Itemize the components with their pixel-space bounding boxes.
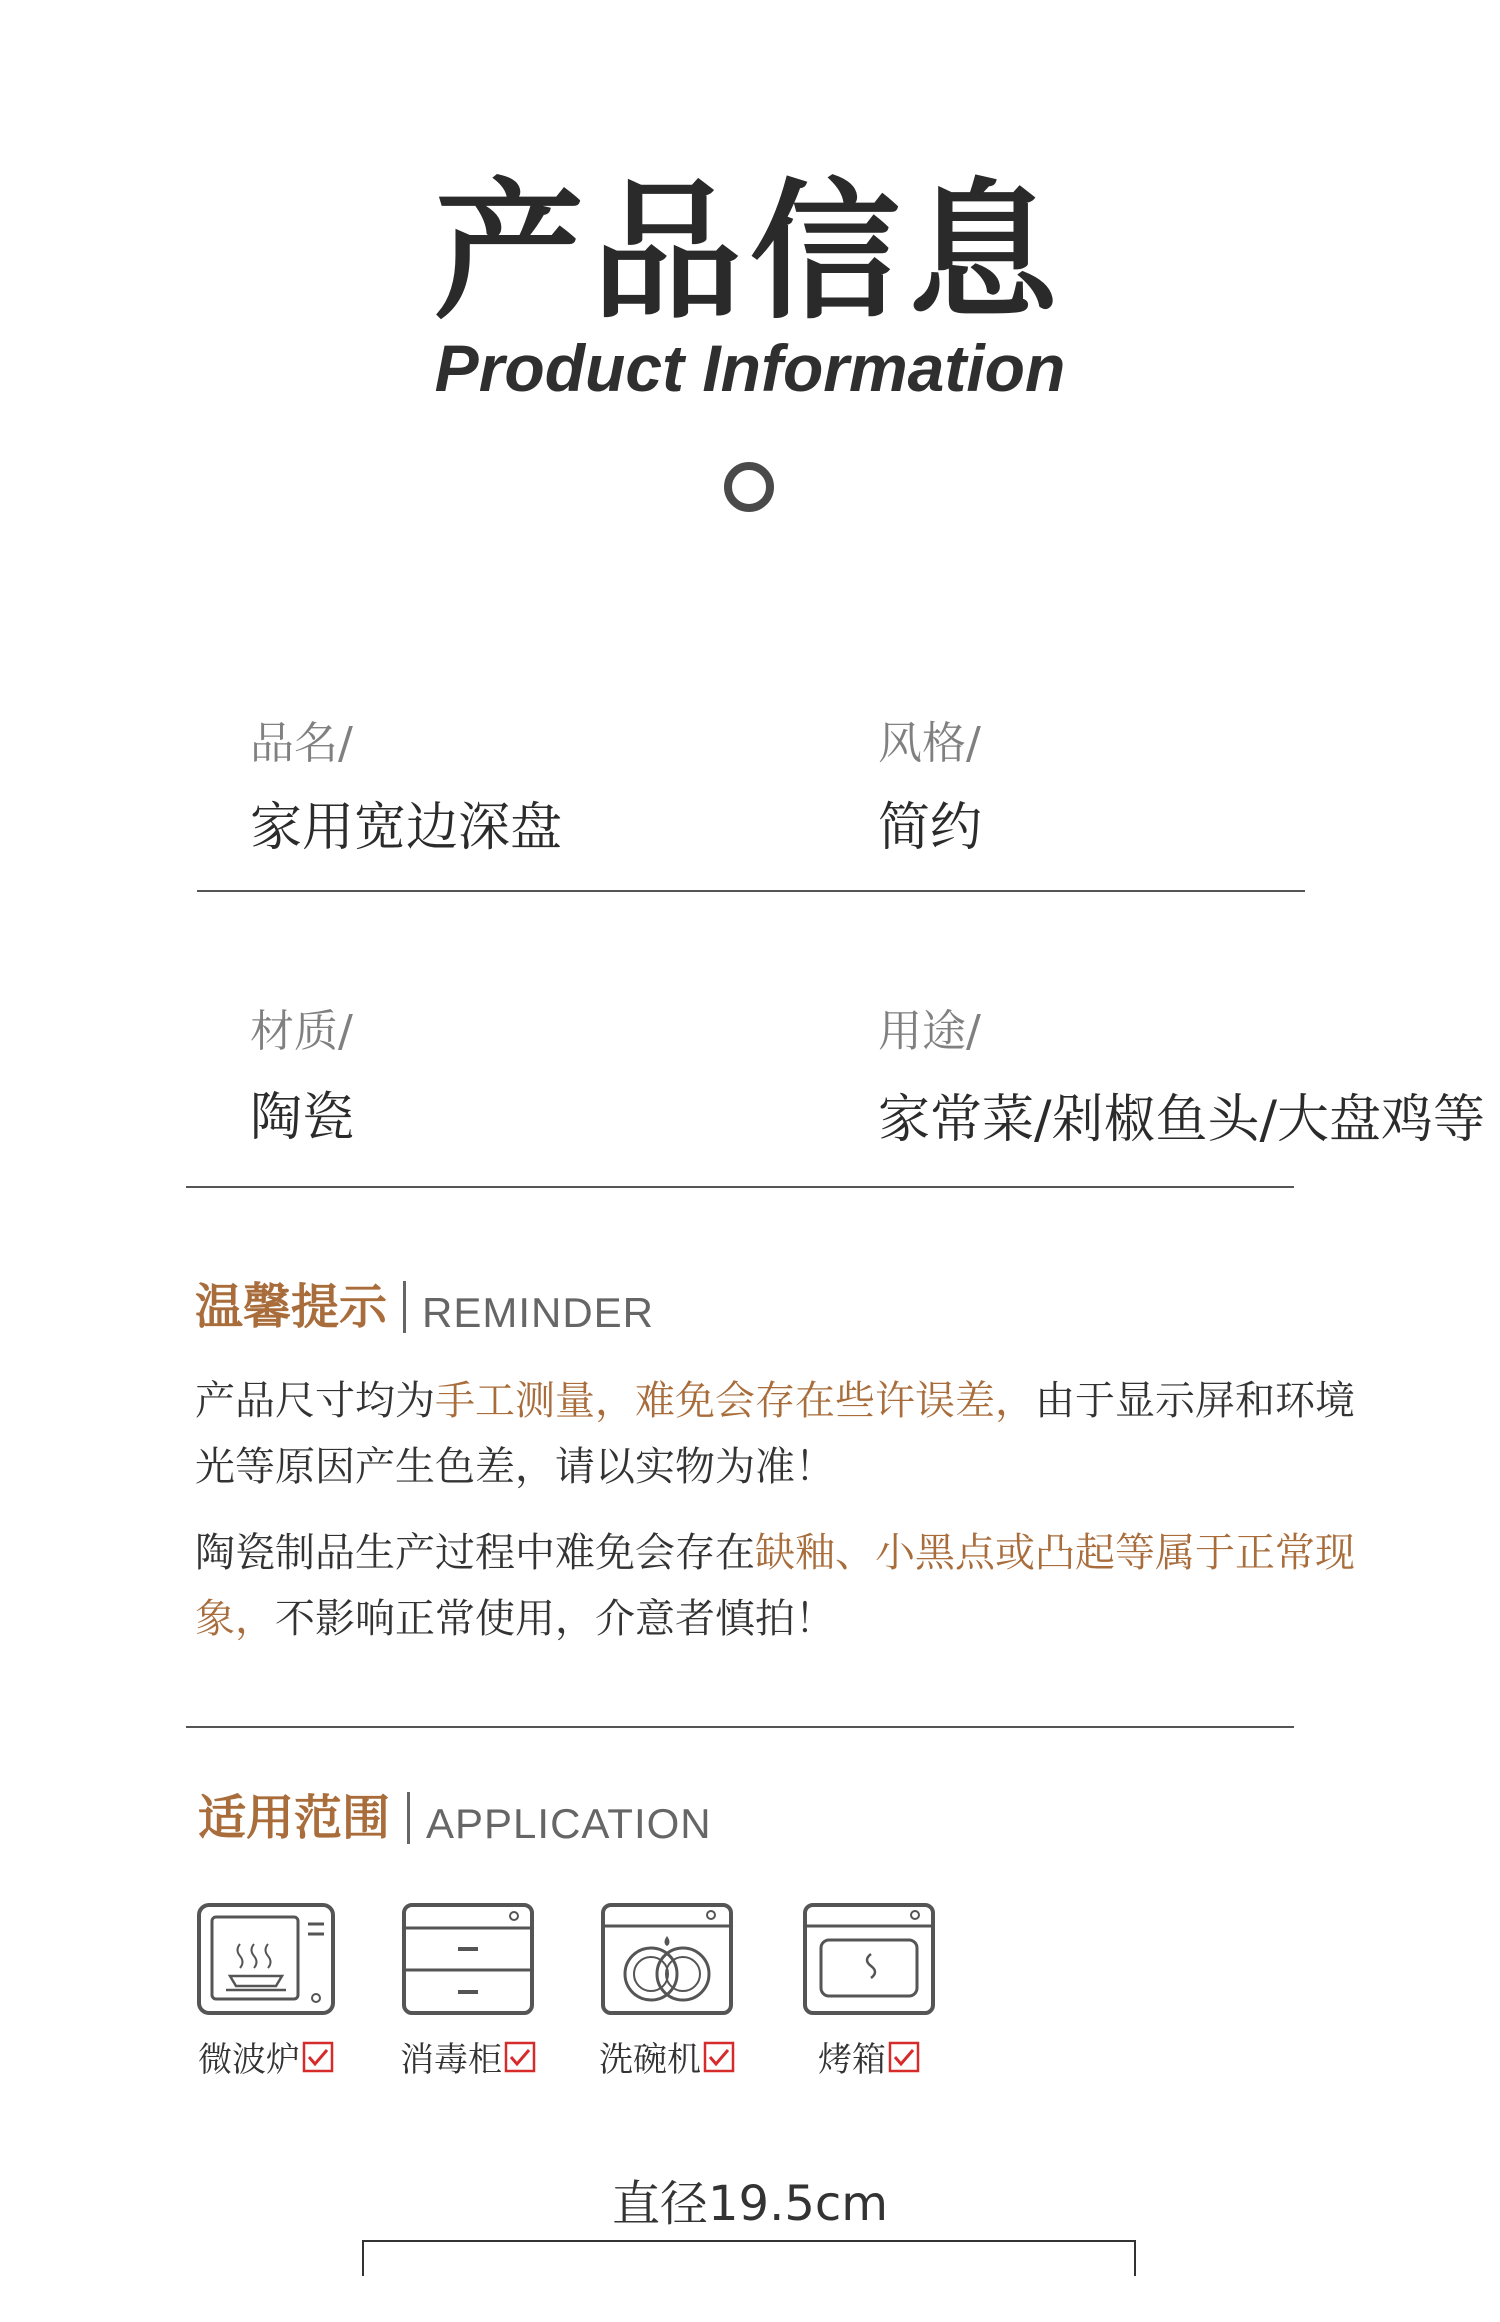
info-value-style: 简约 [878, 798, 983, 858]
disinfection-cabinet-icon [398, 1902, 538, 2020]
dimension-bracket [362, 2240, 1136, 2276]
diameter-label: 直径19.5cm [611, 2176, 889, 2232]
info-value-usage: 家常菜/剁椒鱼头/大盘鸡等 [878, 1090, 1486, 1150]
reminder-title: 温馨提示 [195, 1279, 388, 1335]
application-item-oven [799, 1902, 939, 2081]
label-text: 微波炉 [198, 2040, 300, 2080]
divider [186, 1186, 1294, 1188]
microwave-icon [196, 1902, 336, 2020]
application-label [599, 2032, 735, 2081]
application-item-disinfection-cabinet [398, 1902, 538, 2081]
divider [186, 1726, 1294, 1728]
label-text: 消毒柜 [400, 2040, 502, 2080]
page-title: 产品信息 [433, 166, 1066, 340]
label-text: 烤箱 [818, 2040, 886, 2080]
text-span: 不影响正常使用，介意者慎拍！ [275, 1596, 835, 1642]
heading-separator [403, 1281, 406, 1333]
text-span: 产品尺寸均为 [195, 1378, 435, 1424]
info-label-material: 材质/ [250, 1006, 353, 1057]
checkbox-checked-icon [302, 2041, 334, 2073]
checkbox-checked-icon [504, 2041, 536, 2073]
application-item-microwave [196, 1902, 336, 2081]
checkbox-checked-icon [888, 2041, 920, 2073]
text-span: 由于显示屏和环境光等原因产生色差，请以实物为准！ [195, 1378, 1355, 1490]
text-span: 陶瓷制品生产过程中难免会存在 [195, 1530, 755, 1576]
application-title: 适用范围 [198, 1790, 391, 1846]
reminder-title-en: REMINDER [422, 1289, 655, 1336]
reminder-paragraph-1 [195, 1368, 1375, 1500]
application-item-dishwasher [597, 1902, 737, 2081]
oven-icon [799, 1902, 939, 2020]
info-label-style: 风格/ [878, 718, 981, 769]
application-label [818, 2032, 920, 2081]
application-label [400, 2032, 536, 2081]
highlight-span: 缺釉、小黑点或凸起等属于正常现象， [195, 1530, 1355, 1642]
label-text: 洗碗机 [599, 2040, 701, 2080]
heading-separator [407, 1792, 410, 1844]
checkbox-checked-icon [703, 2041, 735, 2073]
reminder-paragraph-2 [195, 1520, 1375, 1652]
application-title-en: APPLICATION [426, 1800, 712, 1847]
info-value-name: 家用宽边深盘 [250, 798, 563, 858]
info-value-material: 陶瓷 [250, 1088, 355, 1148]
dishwasher-icon [597, 1902, 737, 2020]
page-subtitle: Product Information [434, 331, 1066, 405]
info-label-name: 品名/ [250, 718, 353, 769]
info-label-usage: 用途/ [878, 1006, 981, 1057]
application-label [198, 2032, 334, 2081]
circle-ornament [724, 462, 774, 512]
divider [197, 890, 1305, 892]
highlight-span: 手工测量，难免会存在些许误差， [435, 1378, 1035, 1424]
